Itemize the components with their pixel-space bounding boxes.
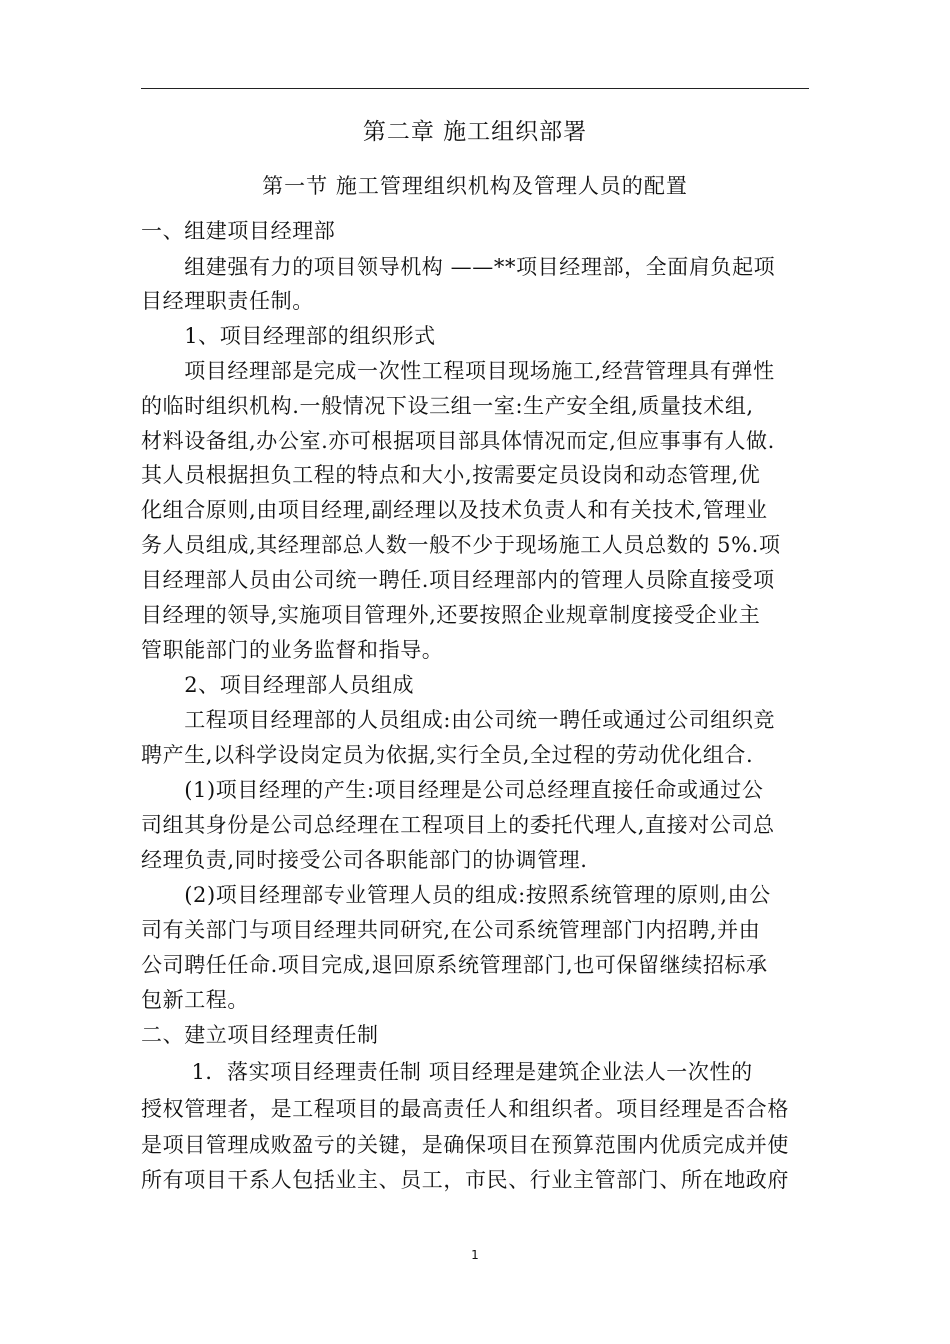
body-line: 材料设备组,办公室.亦可根据项目部具体情况而定,但应事事有人做.	[141, 429, 775, 453]
body-line: 项目经理部是完成一次性工程项目现场施工,经营管理具有弹性	[141, 359, 775, 383]
page-number: 1	[471, 1248, 479, 1262]
body-line: 司有关部门与项目经理共同研究,在公司系统管理部门内招聘,并由	[141, 918, 761, 942]
body-line: (2)项目经理部专业管理人员的组成:按照系统管理的原则,由公	[141, 883, 771, 907]
section-title: 第一节 施工管理组织机构及管理人员的配置	[262, 174, 688, 198]
body-line: 聘产生,以科学设岗定员为依据,实行全员,全过程的劳动优化组合.	[141, 743, 754, 767]
body-line: 化组合原则,由项目经理,副经理以及技术负责人和有关技术,管理业	[141, 498, 768, 522]
chapter-title: 第二章 施工组织部署	[362, 119, 588, 145]
body-line: 目经理职责任制。	[141, 289, 314, 313]
subheading-1: 1、项目经理部的组织形式	[141, 324, 436, 348]
body-line: 经理负责,同时接受公司各职能部门的协调管理.	[141, 848, 588, 872]
header-rule	[141, 88, 809, 89]
body-line: 是项目管理成败盈亏的关键，是确保项目在预算范围内优质完成并使	[141, 1133, 789, 1157]
body-line: 其人员根据担负工程的特点和大小,按需要定员设岗和动态管理,优	[141, 463, 761, 487]
body-line: 司组其身份是公司总经理在工程项目上的委托代理人,直接对公司总	[141, 813, 775, 837]
body-line: 授权管理者，是工程项目的最高责任人和组织者。项目经理是否合格	[141, 1097, 789, 1121]
body-line: 包新工程。	[141, 988, 249, 1012]
body-line: 工程项目经理部的人员组成:由公司统一聘任或通过公司组织竞	[141, 708, 776, 732]
body-line: 务人员组成,其经理部总人数一般不少于现场施工人员总数的 5%.项	[141, 533, 781, 557]
body-line: 所有项目干系人包括业主、员工，市民、行业主管部门、所在地政府	[141, 1168, 789, 1192]
body-line: 管职能部门的业务监督和指导。	[141, 638, 444, 662]
body-line: 目经理的领导,实施项目管理外,还要按照企业规章制度接受企业主	[141, 603, 761, 627]
heading-2: 二、建立项目经理责任制	[141, 1023, 379, 1047]
body-line: 目经理部人员由公司统一聘任.项目经理部内的管理人员除直接受项	[141, 568, 775, 592]
body-line: 的临时组织机构.一般情况下设三组一室:生产安全组,质量技术组,	[141, 394, 754, 418]
heading-1: 一、组建项目经理部	[141, 219, 336, 243]
body-line: (1)项目经理的产生:项目经理是公司总经理直接任命或通过公	[141, 778, 764, 802]
body-line: 组建强有力的项目领导机构 ——**项目经理部，全面肩负起项	[141, 255, 776, 279]
subheading-2: 2、项目经理部人员组成	[141, 673, 415, 697]
body-line: 1．落实项目经理责任制 项目经理是建筑企业法人一次性的	[141, 1060, 753, 1084]
body-line: 公司聘任任命.项目完成,退回原系统管理部门,也可保留继续招标承	[141, 953, 768, 977]
